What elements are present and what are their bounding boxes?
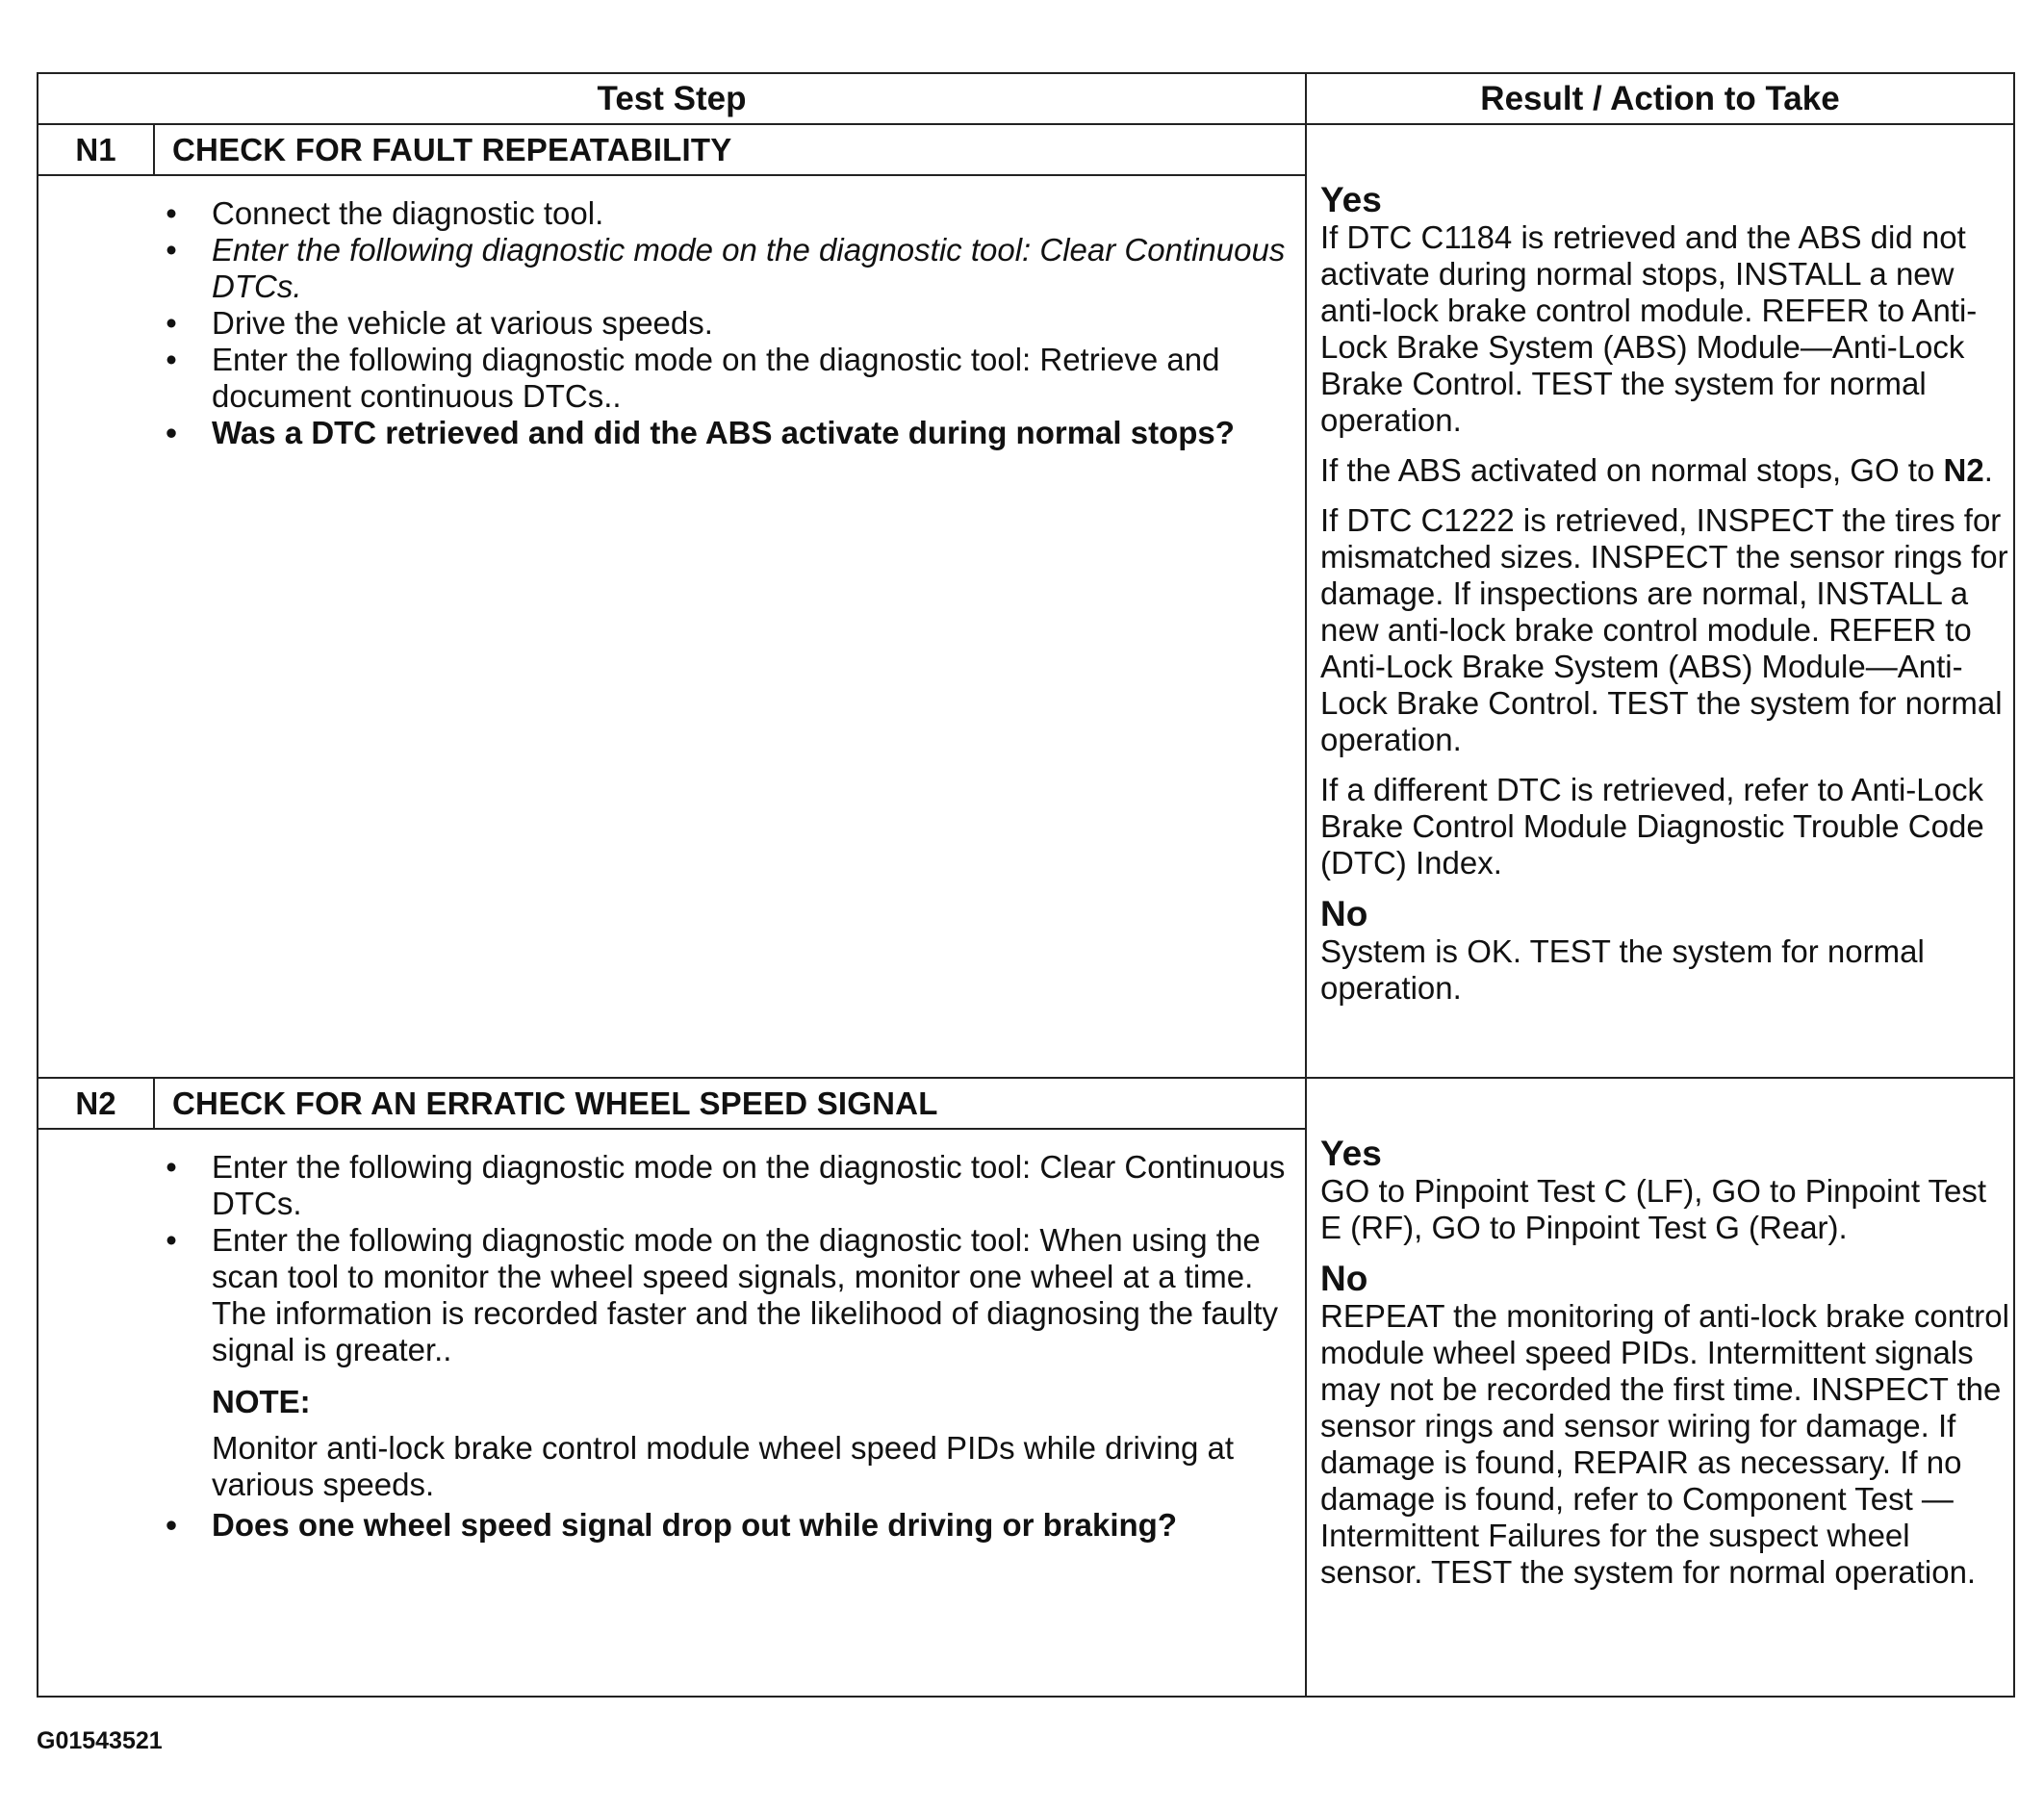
step-n2-id: N2	[38, 1078, 154, 1129]
n2-no-label: No	[1320, 1259, 1368, 1298]
list-item: • Was a DTC retrieved and did the ABS activate during normal stops?	[166, 415, 1235, 450]
list-item: • Connect the diagnostic tool.	[166, 195, 604, 231]
n2-yes-paragraph-1: GO to Pinpoint Test C (LF), GO to Pinpoint Test E (RF), GO to Pinpoint Test G (Rear).	[1320, 1173, 1987, 1245]
step-n2-title: CHECK FOR AN ERRATIC WHEEL SPEED SIGNAL	[154, 1078, 1306, 1129]
step-n1-title: CHECK FOR FAULT REPEATABILITY	[154, 124, 1306, 175]
n1-yes-paragraph-4: If a different DTC is retrieved, refer to Anti-Lock Brake Control Module Diagnostic Trouble Code (DTC) Index.	[1320, 772, 1984, 881]
n1-yes-p2-suffix: .	[1983, 452, 1993, 488]
n2-note-text: Monitor anti-lock brake control module wheel speed PIDs while driving at various speeds.	[212, 1430, 1235, 1502]
step-n2-title-row	[38, 1078, 2014, 1129]
n1-yes-label: Yes	[1320, 180, 1382, 219]
list-item: • Enter the following diagnostic mode on the diagnostic tool: When using the scan tool to monitor the wheel speed signals, monitor one wheel at a time. The information is recorded faster and the likelihood of diagnosing the faulty signal is greater.. NOTE: Monitor anti-lock brake control module wheel speed PIDs while driving at various speeds.	[212, 1222, 1286, 1503]
n2-note-label: NOTE:	[212, 1384, 311, 1419]
pinpoint-test-table	[37, 72, 2015, 1698]
list-item: • Drive the vehicle at various speeds.	[166, 305, 713, 341]
n1-yes-paragraph-2	[1320, 452, 2009, 489]
figure-code: G01543521	[37, 1727, 163, 1754]
step-n2-id-spacer	[38, 1129, 154, 1697]
step-n1-id-spacer	[38, 175, 154, 1078]
n1-no-label: No	[1320, 894, 1368, 933]
n2-step-list	[154, 1149, 1286, 1544]
header-test-step: Test Step	[38, 73, 1306, 124]
n1-yes-p2-prefix: If the ABS activated on normal stops, GO to	[1320, 452, 1944, 488]
step-n1-id: N1	[38, 124, 154, 175]
list-item: • Enter the following diagnostic mode on the diagnostic tool: Retrieve and document continuous DTCs..	[166, 342, 1220, 414]
n1-no-paragraph-1: System is OK. TEST the system for normal operation.	[1320, 933, 1925, 1006]
diagnostic-page	[37, 72, 2013, 1698]
n1-yes-paragraph-1: If DTC C1184 is retrieved and the ABS did not activate during normal stops, INSTALL a new anti-lock brake control module. REFER to Anti-Lock Brake System (ABS) Module—Anti-Lock Brake Control. TEST the system for normal operation.	[1320, 219, 1978, 438]
step-n2-body	[154, 1129, 1306, 1697]
n2-yes-label: Yes	[1320, 1134, 1382, 1173]
n2-no-paragraph-1: REPEAT the monitoring of anti-lock brake control module wheel speed PIDs. Intermittent signals may not be recorded the first time. INSPECT the sensor rings and sensor wiring for damage. If damage is found, REPAIR as necessary. If no damage is found, refer to Component Test — Intermittent Failures for the suspect wheel sensor. TEST the system for normal operation.	[1320, 1298, 2009, 1590]
step-n1-body	[154, 175, 1306, 1078]
table-header-row	[38, 73, 2014, 124]
header-result-action: Result / Action to Take	[1306, 73, 2014, 124]
step-n1-result	[1306, 124, 2014, 1078]
n1-step-list	[154, 195, 1286, 451]
list-item: • Enter the following diagnostic mode on the diagnostic tool: Clear Continuous DTCs.	[166, 1149, 1286, 1221]
list-item: • Enter the following diagnostic mode on the diagnostic tool: Clear Continuous DTCs.	[166, 232, 1286, 304]
step-n2-result	[1306, 1078, 2014, 1697]
n1-goto-n2-link: N2	[1943, 452, 1984, 488]
n1-yes-paragraph-3: If DTC C1222 is retrieved, INSPECT the tires for mismatched sizes. INSPECT the sensor rings for damage. If inspections are normal, INSTALL a new anti-lock brake control module. REFER to Anti-Lock Brake System (ABS) Module—Anti-Lock Brake Control. TEST the system for normal operation.	[1320, 502, 2008, 757]
step-n1-title-row	[38, 124, 2014, 175]
list-item: • Does one wheel speed signal drop out while driving or braking?	[166, 1507, 1177, 1543]
